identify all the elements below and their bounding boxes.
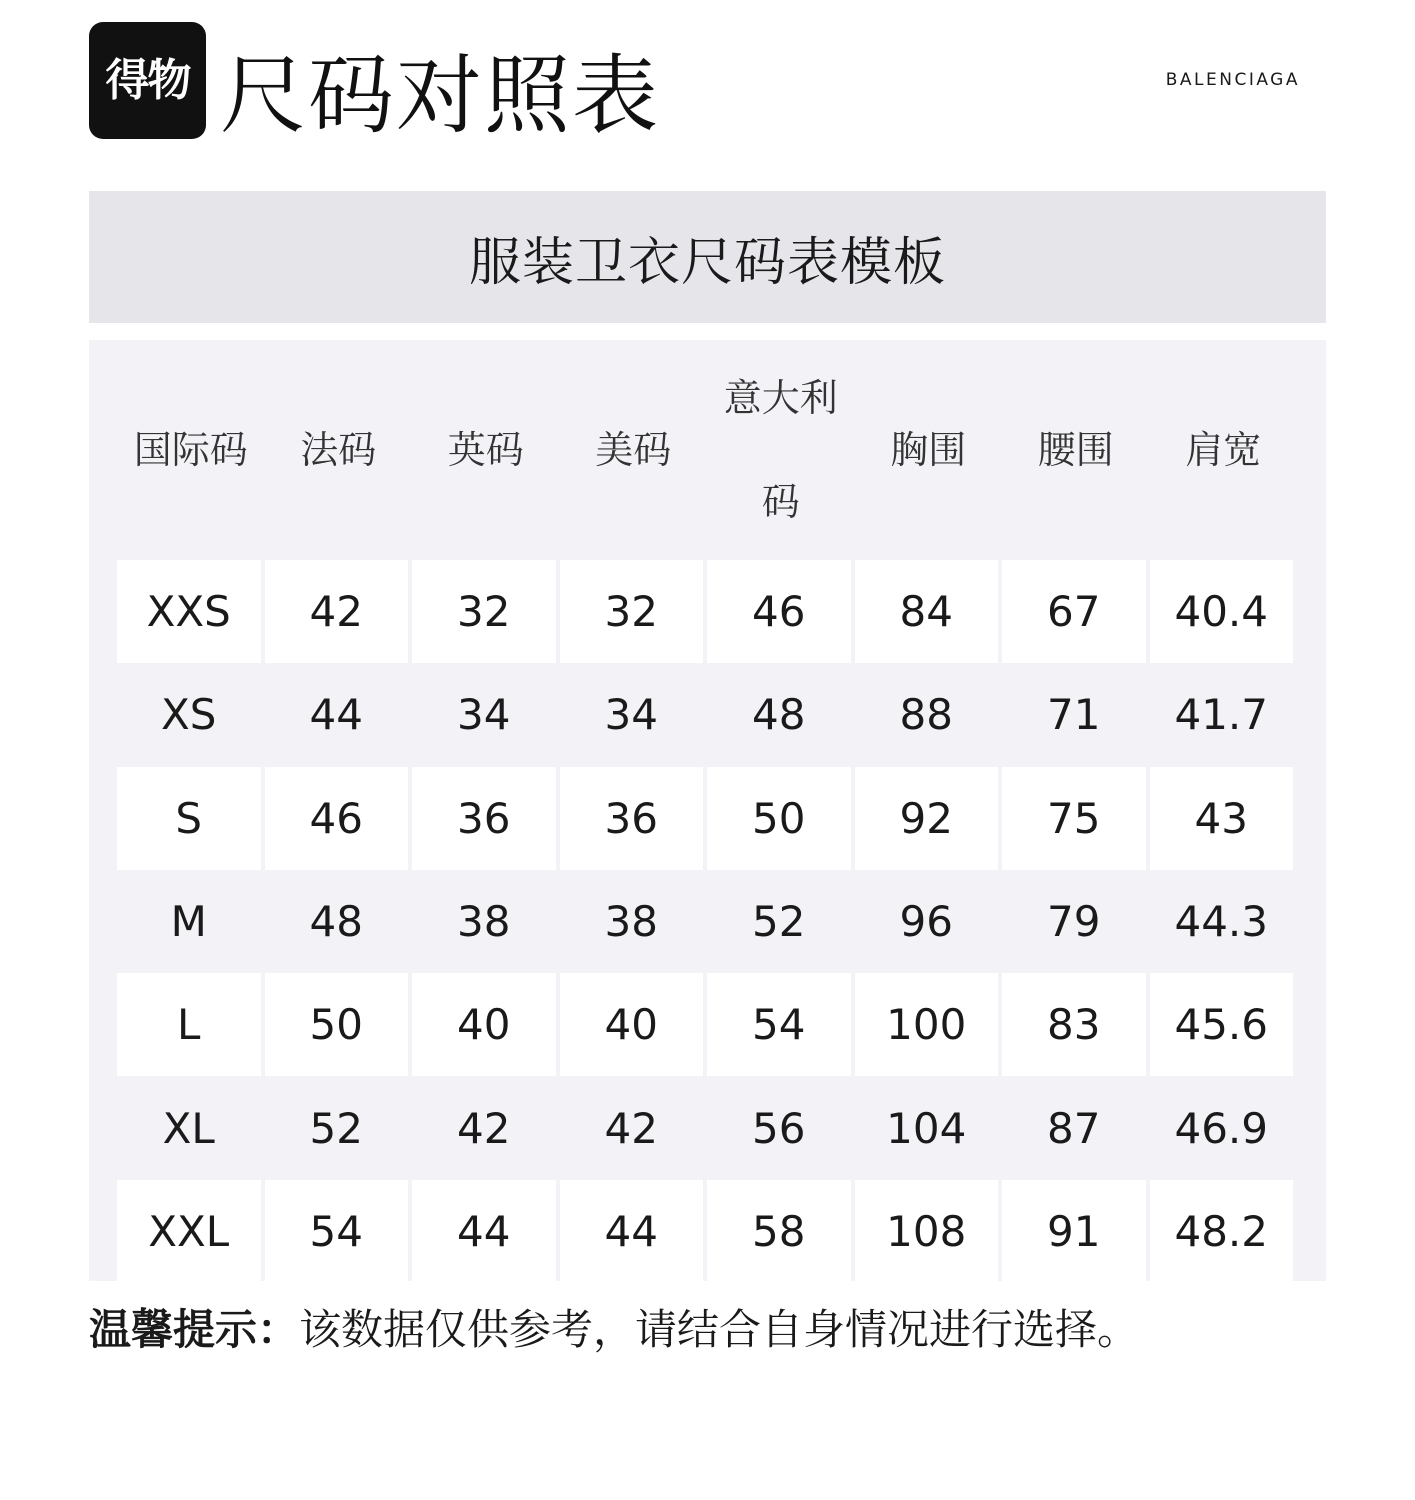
- table-cell: 100: [855, 973, 999, 1076]
- footer-text: 该数据仅供参考，请结合自身情况进行选择。: [299, 1305, 1140, 1354]
- table-header-label: 美码: [595, 428, 672, 472]
- table-cell: 56: [752, 1103, 806, 1153]
- table-header-cell: [412, 340, 560, 560]
- table-header-label: 肩宽: [1185, 428, 1262, 472]
- table-header-label: 胸围: [890, 428, 967, 472]
- page-title: 尺码对照表: [220, 46, 660, 146]
- table-header-cell: [855, 340, 1003, 560]
- table-header-row: [117, 340, 1297, 560]
- table-cell: 54: [265, 1180, 409, 1281]
- table-row: [117, 767, 1297, 870]
- table-cell: 46: [707, 560, 851, 663]
- table-cell: XS: [161, 690, 217, 740]
- table-cell: S: [117, 767, 261, 870]
- table-cell: 84: [855, 560, 999, 663]
- app-logo: [89, 22, 206, 139]
- table-cell: XXL: [117, 1180, 261, 1281]
- table-cell: 92: [855, 767, 999, 870]
- table-cell: 48: [752, 690, 806, 740]
- table-body: [117, 560, 1297, 1281]
- table-cell: 52: [309, 1103, 363, 1153]
- table-row: [117, 1076, 1297, 1179]
- table-cell: 96: [899, 897, 953, 947]
- table-cell: 54: [707, 973, 851, 1076]
- table-cell: 43: [1150, 767, 1294, 870]
- table-cell: 36: [560, 767, 704, 870]
- table-header-cell: [707, 340, 855, 560]
- table-cell: 48.2: [1150, 1180, 1294, 1281]
- table-header-cell: [117, 340, 265, 560]
- table-cell: 40.4: [1150, 560, 1294, 663]
- table-cell: 38: [604, 897, 658, 947]
- table-row: [117, 560, 1297, 663]
- table-cell: 83: [1002, 973, 1146, 1076]
- logo-text: 得物: [105, 54, 190, 106]
- table-cell: XXS: [117, 560, 261, 663]
- table-cell: 44: [412, 1180, 556, 1281]
- table-cell: 32: [412, 560, 556, 663]
- table-cell: 50: [707, 767, 851, 870]
- table-cell: 104: [886, 1103, 967, 1153]
- footer-label: 温馨提示：: [89, 1305, 300, 1354]
- table-cell: 44: [560, 1180, 704, 1281]
- table-header-cell: [560, 340, 708, 560]
- table-cell: 87: [1047, 1103, 1101, 1153]
- table-cell: 48: [309, 897, 363, 947]
- table-header-label: 国际码: [133, 428, 248, 472]
- table-row: [117, 870, 1297, 973]
- table-row: [117, 663, 1297, 766]
- table-cell: 67: [1002, 560, 1146, 663]
- table-cell: 36: [412, 767, 556, 870]
- table-header-label: 法码: [300, 428, 377, 472]
- table-header-cell: [1150, 340, 1298, 560]
- table-cell: 42: [457, 1103, 511, 1153]
- table-cell: 40: [560, 973, 704, 1076]
- table-cell: M: [170, 897, 207, 947]
- table-header-cell: [1002, 340, 1150, 560]
- table-header-cell: [265, 340, 413, 560]
- table-cell: XL: [162, 1103, 215, 1153]
- brand-name: BALENCIAGA: [1165, 70, 1300, 90]
- table-cell: L: [117, 973, 261, 1076]
- table-cell: 42: [265, 560, 409, 663]
- table-title: 服装卫衣尺码表模板: [468, 232, 946, 293]
- table-cell: 75: [1002, 767, 1146, 870]
- table-cell: 41.7: [1174, 690, 1268, 740]
- table-cell: 46: [265, 767, 409, 870]
- footer-note: [89, 1300, 1139, 1360]
- table-title-banner: [89, 191, 1326, 323]
- table-cell: 44.3: [1174, 897, 1268, 947]
- table-cell: 50: [265, 973, 409, 1076]
- table-cell: 44: [309, 690, 363, 740]
- table-cell: 40: [412, 973, 556, 1076]
- table-cell: 71: [1047, 690, 1101, 740]
- table-cell: 46.9: [1174, 1103, 1268, 1153]
- table-row: [117, 1180, 1297, 1281]
- table-header-label: 意大利码: [723, 376, 838, 524]
- table-cell: 58: [707, 1180, 851, 1281]
- table-header-label: 英码: [447, 428, 524, 472]
- table-cell: 34: [604, 690, 658, 740]
- table-cell: 34: [457, 690, 511, 740]
- size-table: [89, 340, 1326, 1281]
- table-row: [117, 973, 1297, 1076]
- table-cell: 79: [1047, 897, 1101, 947]
- table-cell: 38: [457, 897, 511, 947]
- table-cell: 88: [899, 690, 953, 740]
- table-cell: 42: [604, 1103, 658, 1153]
- table-cell: 91: [1002, 1180, 1146, 1281]
- table-cell: 32: [560, 560, 704, 663]
- table-cell: 45.6: [1150, 973, 1294, 1076]
- table-header-label: 腰围: [1037, 428, 1114, 472]
- table-cell: 52: [752, 897, 806, 947]
- table-cell: 108: [855, 1180, 999, 1281]
